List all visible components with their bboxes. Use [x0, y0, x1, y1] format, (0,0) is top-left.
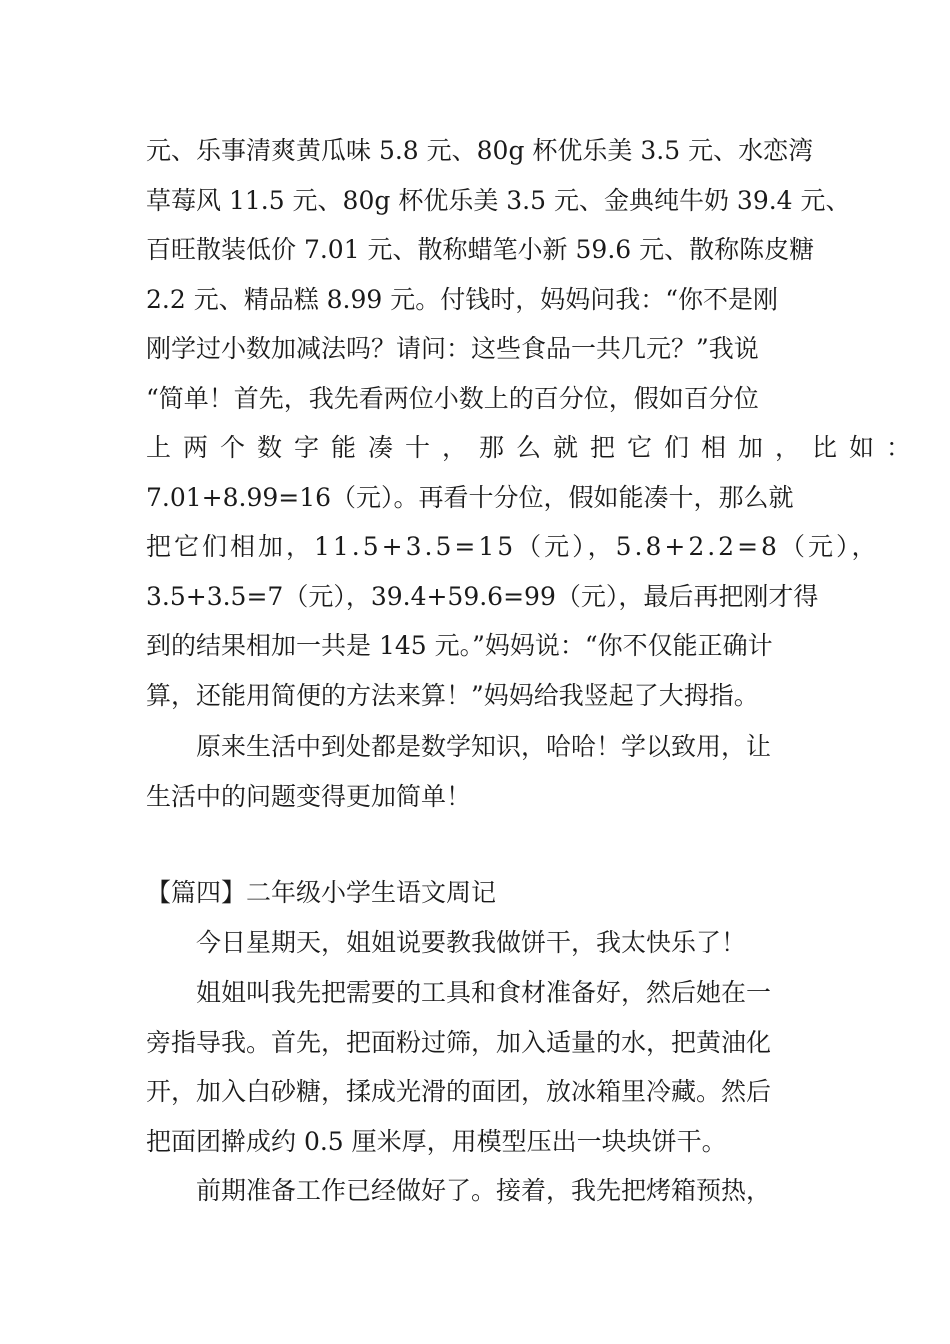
text-line: 刚学过小数加减法吗？请问：这些食品一共几元？”我说 — [146, 334, 759, 363]
heading-text: 【篇四】二年级小学生语文周记 — [146, 878, 497, 907]
text-line: 开，加入白砂糖，揉成光滑的面团，放冰箱里冷藏。然后 — [146, 1077, 772, 1106]
text-line: 算，还能用简便的方法来算！”妈妈给我竖起了大拇指。 — [146, 680, 759, 710]
section-heading — [146, 868, 826, 918]
text-line: 今日星期天，姐姐说要教我做饼干，我太快乐了！ — [196, 928, 747, 957]
text-line: “简单！首先，我先看两位小数上的百分位，假如百分位 — [146, 383, 759, 413]
text-line: 把面团擀成约 0.5 厘米厚，用模型压出一块块饼干。 — [146, 1126, 727, 1156]
text-line: 前期准备工作已经做好了。接着，我先把烤箱预热， — [196, 1176, 772, 1205]
text-line: 上两个数字能凑十，那么就把它们相加，比如： — [146, 433, 924, 462]
text-line: 草莓风 11.5 元、80g 杯优乐美 3.5 元、金典纯牛奶 39.4 元、 — [146, 185, 851, 215]
text-line: 3.5+3.5=7（元），39.4+59.6=99（元），最后再把刚才得 — [146, 581, 819, 611]
paragraph-3 — [146, 1166, 826, 1216]
conclusion-paragraph — [146, 722, 826, 821]
text-line: 原来生活中到处都是数学知识，哈哈！学以致用，让 — [196, 732, 772, 761]
text-line: 元、乐事清爽黄瓜味 5.8 元、80g 杯优乐美 3.5 元、水恋湾 — [146, 136, 814, 165]
text-line: 2.2 元、精品糕 8.99 元。付钱时，妈妈问我：“你不是刚 — [146, 284, 779, 314]
paragraph-2 — [146, 968, 826, 1166]
text-line: 旁指导我。首先，把面粉过筛，加入适量的水，把黄油化 — [146, 1027, 772, 1057]
text-line: 7.01+8.99=16（元）。再看十分位，假如能凑十，那么就 — [146, 482, 794, 512]
text-line: 把它们相加，11.5+3.5=15（元），5.8+2.2=8（元）， — [146, 532, 880, 561]
text-line: 到的结果相加一共是 145 元。”妈妈说：“你不仅能正确计 — [146, 631, 773, 660]
text-line: 生活中的问题变得更加简单！ — [146, 781, 472, 811]
text-line: 姐姐叫我先把需要的工具和食材准备好，然后她在一 — [196, 978, 772, 1007]
paragraph-1 — [146, 918, 826, 968]
story-paragraph — [146, 126, 924, 720]
text-line: 百旺散装低价 7.01 元、散称蜡笔小新 59.6 元、散称陈皮糖 — [146, 235, 815, 264]
